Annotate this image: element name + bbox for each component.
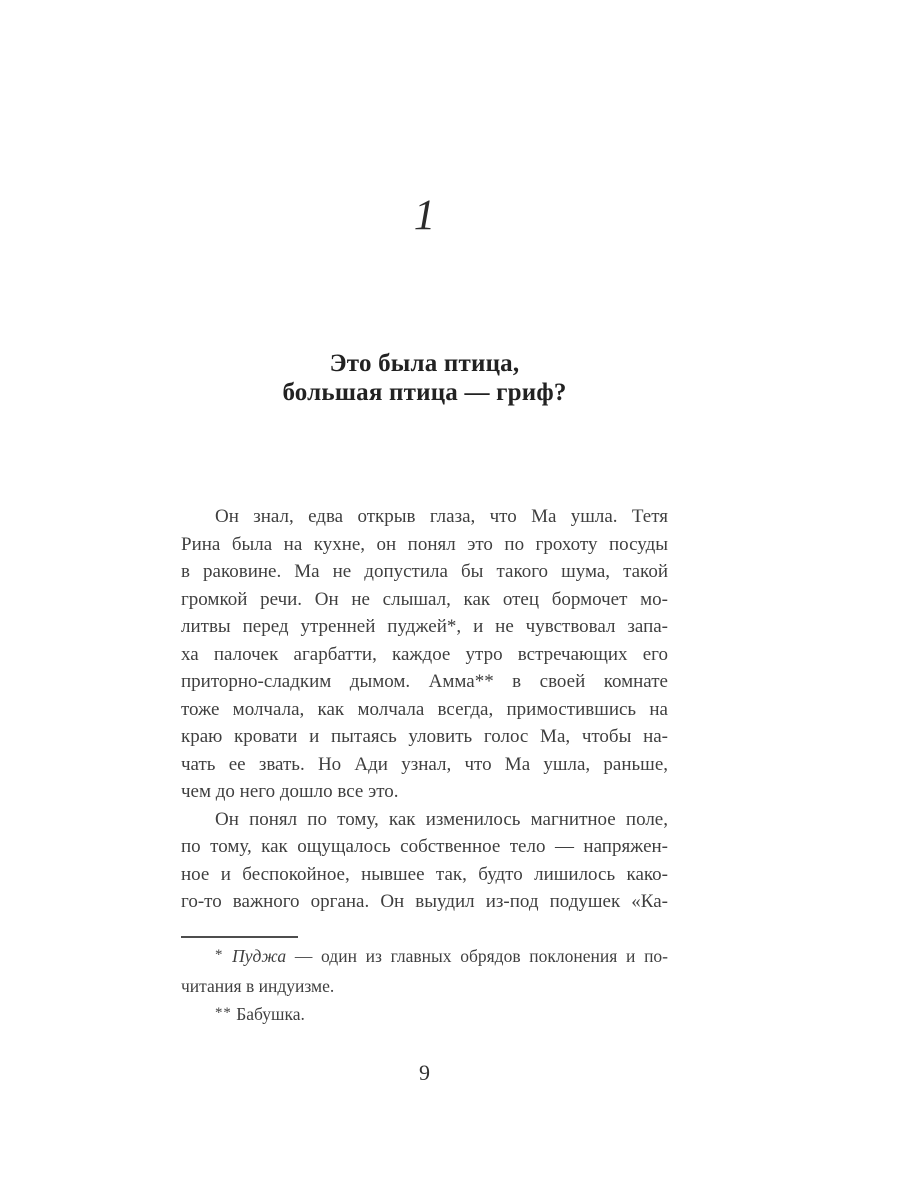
chapter-title-line-1: Это была птица, [329,350,520,377]
chapter-number: 1 [413,192,436,239]
body-line: по тому, как ощущалось собственное тело — напряжен- [181,836,668,857]
paragraph [181,806,668,916]
footnote-1-text: — один из главных обрядов поклонения и по- [294,946,669,966]
paragraph [181,503,668,806]
body-line: тоже молчала, как молчала всегда, примостившись на [181,698,668,720]
footnotes [181,942,668,1030]
body-line: приторно-сладким дымом. Амма** в своей комнате [181,671,668,692]
body-line: в раковине. Ма не допустила бы такого шума, такой [181,561,668,582]
body-line: Он понял по тому, как изменилось магнитное поле, [215,808,668,830]
footnote-2-text: Бабушка. [236,1004,305,1024]
body-line: ха палочек агарбатти, каждое утро встречающих его [181,643,668,665]
body-line: чать ее звать. Но Ади узнал, что Ма ушла, раньше, [181,753,668,775]
body-line: литвы перед утренней пуджей*, и не чувствовал запа- [181,616,668,637]
body-line: громкой речи. Он не слышал, как отец бормочет мо- [181,588,668,610]
footnote-1-line-2: читания в индуизме. [181,976,335,996]
chapter-title-line-2: большая птица — гриф? [282,379,567,406]
footnote-separator [181,936,298,938]
body-line: краю кровати и пытаясь уловить голос Ма, чтобы на- [181,726,668,747]
footnote-1-marker: * [215,947,224,963]
body-line: Он знал, едва открыв глаза, что Ма ушла. Тетя [215,506,668,527]
footnote-2 [181,1000,668,1030]
body-line: ное и беспокойное, нывшее так, будто лишилось како- [181,863,668,885]
body-line: Рина была на кухне, он понял это по грохоту посуды [181,533,668,555]
body-text [181,503,668,916]
footnote-1-term: Пуджа [232,946,287,966]
footnote-2-marker: ** [215,1005,232,1021]
footnote-1-line-1 [181,942,668,972]
page-number: 9 [419,1060,430,1085]
body-line: го-то важного органа. Он выудил из-под подушек «Ка- [181,891,668,912]
body-line: чем до него дошло все это. [181,781,399,802]
chapter-title [181,349,668,407]
